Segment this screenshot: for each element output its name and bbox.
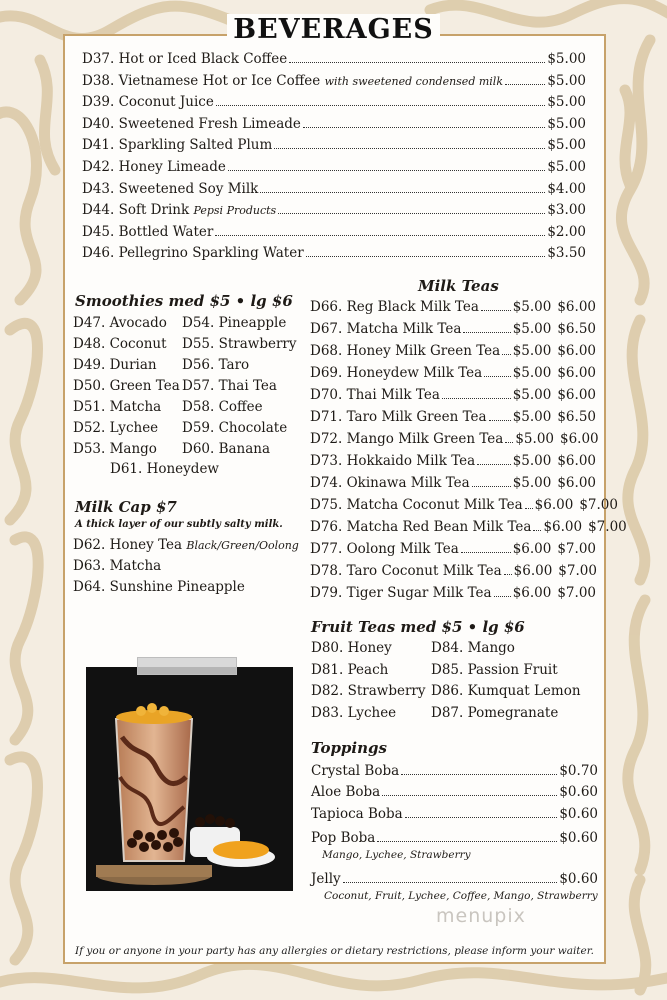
watermark: menupix xyxy=(436,905,526,927)
milk-cap-item xyxy=(73,558,161,574)
milk-tea-lg-price: $6.00 xyxy=(557,343,596,359)
milk-tea-row xyxy=(310,299,596,315)
milk-tea-row xyxy=(310,585,596,601)
milk-tea-name: D70. Thai Milk Tea xyxy=(310,387,440,403)
milk-teas-heading: Milk Teas xyxy=(418,277,499,295)
smoothie-item: D60. Banana xyxy=(182,441,271,457)
milk-tea-name: D78. Taro Coconut Milk Tea xyxy=(310,563,502,579)
milk-cap-item xyxy=(73,537,299,553)
beverage-label: Sparkling Salted Plum xyxy=(118,137,273,154)
title-wrap xyxy=(0,14,667,45)
milk-tea-row xyxy=(310,453,596,469)
milk-tea-med-price: $6.00 xyxy=(512,541,552,557)
leader-dots xyxy=(484,376,510,377)
beverage-label: Sweetened Fresh Limeade xyxy=(118,115,301,132)
leader-dots xyxy=(525,508,533,509)
fruit-tea-item: D87. Pomegranate xyxy=(431,704,559,721)
leader-dots xyxy=(278,213,545,214)
leader-dots xyxy=(306,256,546,257)
milk-tea-lg-price: $6.00 xyxy=(557,365,596,381)
leader-dots xyxy=(216,105,546,106)
beverage-row xyxy=(82,202,586,218)
leader-dots xyxy=(481,310,511,311)
milk-tea-med-price: $5.00 xyxy=(512,365,552,381)
beverage-price: $5.00 xyxy=(547,137,586,154)
topping-row xyxy=(311,806,598,822)
toppings-heading: Toppings xyxy=(311,739,387,757)
milk-tea-lg-price: $6.00 xyxy=(557,299,596,315)
beverage-row xyxy=(82,181,586,197)
beverage-code: D40. xyxy=(82,115,115,132)
leader-dots xyxy=(303,127,545,128)
milk-tea-med-price: $5.00 xyxy=(512,475,552,491)
milk-tea-name: D67. Matcha Milk Tea xyxy=(310,321,462,337)
beverage-row xyxy=(82,137,586,153)
milk-tea-med-price: $5.00 xyxy=(512,409,552,425)
leader-dots xyxy=(533,530,541,531)
smoothie-item: D57. Thai Tea xyxy=(182,378,277,394)
milk-tea-med-price: $5.00 xyxy=(512,453,552,469)
beverage-price: $5.00 xyxy=(547,115,586,132)
topping-row xyxy=(311,871,598,887)
smoothie-item: D49. Durian xyxy=(73,357,157,373)
smoothie-item-honeydew: D61. Honeydew xyxy=(110,461,219,477)
topping-price: $0.60 xyxy=(559,784,598,800)
beverage-price: $2.00 xyxy=(547,223,586,240)
page-title: BEVERAGES xyxy=(227,14,439,45)
beverage-name xyxy=(82,202,276,218)
leader-dots xyxy=(405,817,558,818)
allergy-footer: If you or anyone in your party has any allergies or dietary restrictions, please inform your waiter. xyxy=(75,945,594,957)
topping-name: Crystal Boba xyxy=(311,763,400,779)
milk-tea-name: D73. Hokkaido Milk Tea xyxy=(310,453,476,469)
beverage-price: $5.00 xyxy=(547,94,586,111)
beverage-name xyxy=(82,181,258,197)
beverage-code: D45. xyxy=(82,223,115,240)
milk-tea-med-price: $5.00 xyxy=(512,343,552,359)
leader-dots xyxy=(289,62,545,63)
fruit-tea-item: D82. Strawberry xyxy=(311,683,426,699)
leader-dots xyxy=(343,882,558,883)
topping-name: Aloe Boba xyxy=(311,784,381,800)
smoothie-item: D48. Coconut xyxy=(73,336,167,352)
beverage-code: D39. xyxy=(82,94,115,111)
milk-cap-item-name: D63. Matcha xyxy=(73,558,162,574)
milk-tea-name: D69. Honeydew Milk Tea xyxy=(310,365,483,381)
beverage-label: Hot or Iced Black Coffee xyxy=(118,51,288,67)
topping-name: Pop Boba xyxy=(311,830,376,846)
topping-row xyxy=(311,784,598,800)
beverage-name xyxy=(82,94,214,110)
milk-tea-row xyxy=(310,365,596,381)
milk-tea-row xyxy=(310,519,627,535)
smoothie-item: D56. Taro xyxy=(182,357,250,373)
milk-tea-lg-price: $6.00 xyxy=(557,475,596,491)
fruit-teas-heading: Fruit Teas med $5 • lg $6 xyxy=(311,618,525,636)
beverage-label: Coconut Juice xyxy=(118,94,214,111)
smoothies-heading: Smoothies med $5 • lg $6 xyxy=(75,292,293,310)
beverage-code: D42. xyxy=(82,159,115,175)
milk-tea-name: D79. Tiger Sugar Milk Tea xyxy=(310,585,492,601)
leader-dots xyxy=(377,841,557,842)
smoothie-item: D54. Pineapple xyxy=(182,315,287,331)
fruit-tea-item: D80. Honey xyxy=(311,640,392,656)
fruit-tea-item: D86. Kumquat Lemon xyxy=(431,683,581,699)
topping-note: Coconut, Fruit, Lychee, Coffee, Mango, Strawberry xyxy=(324,890,598,902)
beverage-row xyxy=(82,94,586,110)
leader-dots xyxy=(401,774,557,775)
beverage-name xyxy=(82,73,503,89)
beverage-row xyxy=(82,51,586,67)
smoothie-item: D59. Chocolate xyxy=(182,420,288,436)
smoothie-item: D58. Coffee xyxy=(182,399,263,415)
topping-name: Tapioca Boba xyxy=(311,806,403,822)
topping-price: $0.60 xyxy=(559,871,598,887)
milk-tea-row xyxy=(310,343,596,359)
milk-tea-name: D66. Reg Black Milk Tea xyxy=(310,299,479,315)
milk-tea-row xyxy=(310,541,596,557)
leader-dots xyxy=(494,596,511,597)
leader-dots xyxy=(504,574,512,575)
milk-cap-item-note: Black/Green/Oolong xyxy=(186,539,299,552)
milk-tea-name: D75. Matcha Coconut Milk Tea xyxy=(310,497,523,513)
milk-tea-row xyxy=(310,497,618,513)
leader-dots xyxy=(502,354,510,355)
beverage-code: D44. xyxy=(82,202,115,219)
beverage-name xyxy=(82,159,226,175)
beverage-price: $5.00 xyxy=(547,159,586,175)
milk-tea-row xyxy=(310,475,596,491)
milk-tea-name: D72. Mango Milk Green Tea xyxy=(310,431,504,447)
topping-price: $0.70 xyxy=(559,763,598,779)
milk-tea-med-price: $5.00 xyxy=(512,321,552,337)
smoothie-item: D51. Matcha xyxy=(73,399,162,415)
milk-tea-med-price: $6.00 xyxy=(543,519,583,535)
leader-dots xyxy=(505,84,545,85)
beverage-price: $3.50 xyxy=(547,245,586,262)
beverage-code: D38. xyxy=(82,72,115,89)
leader-dots xyxy=(382,795,557,796)
smoothie-item: D52. Lychee xyxy=(73,420,159,436)
beverage-label: Honey Limeade xyxy=(118,159,226,175)
milk-tea-name: D68. Honey Milk Green Tea xyxy=(310,343,501,359)
beverage-label: Soft Drink xyxy=(118,202,190,219)
smoothie-item: D53. Mango xyxy=(73,441,157,457)
beverage-label: Sweetened Soy Milk xyxy=(118,180,259,197)
topping-row xyxy=(311,763,598,779)
leader-dots xyxy=(274,148,545,149)
beverage-code: D46. xyxy=(82,245,115,262)
beverage-price: $5.00 xyxy=(547,51,586,67)
topping-row xyxy=(311,830,598,846)
milk-cap-heading: Milk Cap $7 xyxy=(75,498,177,516)
beverage-label: Bottled Water xyxy=(118,223,214,240)
beverage-name xyxy=(82,224,213,240)
milk-tea-med-price: $5.00 xyxy=(512,387,552,403)
topping-note: Mango, Lychee, Strawberry xyxy=(322,849,471,861)
leader-dots xyxy=(260,192,545,193)
beverage-row xyxy=(82,159,586,175)
beverage-name xyxy=(82,51,287,67)
smoothie-item: D55. Strawberry xyxy=(182,336,297,352)
beverage-name xyxy=(82,116,301,132)
beverage-name xyxy=(82,245,304,261)
milk-tea-med-price: $5.00 xyxy=(515,431,554,447)
beverage-row xyxy=(82,245,586,261)
milk-tea-photo xyxy=(86,667,293,891)
leader-dots xyxy=(505,442,513,443)
milk-tea-lg-price: $6.00 xyxy=(560,431,599,447)
milk-tea-name: D74. Okinawa Milk Tea xyxy=(310,475,470,491)
smoothie-item: D50. Green Tea xyxy=(73,378,180,394)
milk-tea-med-price: $5.00 xyxy=(512,299,552,315)
milk-tea-med-price: $6.00 xyxy=(513,563,553,579)
beverage-label: Vietnamese Hot or Ice Coffee xyxy=(118,72,321,89)
smoothie-item: D47. Avocado xyxy=(73,315,167,331)
milk-tea-row xyxy=(310,431,599,447)
milk-tea-row xyxy=(310,321,596,337)
leader-dots xyxy=(463,332,510,333)
leader-dots xyxy=(442,398,511,399)
milk-cap-item-name: D62. Honey Tea xyxy=(73,537,183,553)
topping-price: $0.60 xyxy=(559,806,598,822)
milk-tea-lg-price: $7.00 xyxy=(558,563,597,579)
beverage-row xyxy=(82,224,586,240)
beverage-code: D37. xyxy=(82,51,115,67)
leader-dots xyxy=(461,552,511,553)
milk-tea-lg-price: $6.50 xyxy=(557,409,596,425)
beverage-row xyxy=(82,73,586,89)
beverage-label: Pellegrino Sparkling Water xyxy=(118,245,304,262)
fruit-tea-item: D83. Lychee xyxy=(311,704,397,721)
milk-tea-row xyxy=(310,409,596,425)
milk-tea-name: D76. Matcha Red Bean Milk Tea xyxy=(310,519,532,535)
leader-dots xyxy=(477,464,510,465)
milk-tea-row xyxy=(310,563,596,579)
fruit-tea-item: D81. Peach xyxy=(311,661,389,678)
topping-name: Jelly xyxy=(311,871,341,887)
milk-tea-lg-price: $6.00 xyxy=(557,387,596,403)
leader-dots xyxy=(472,486,511,487)
beverage-price: $5.00 xyxy=(547,72,586,89)
beverage-note: Pepsi Products xyxy=(193,204,277,218)
milk-tea-lg-price: $7.00 xyxy=(557,541,596,557)
milk-tea-med-price: $6.00 xyxy=(512,585,552,601)
beverage-code: D43. xyxy=(82,180,115,197)
bubble-tea-illustration xyxy=(86,667,293,891)
fruit-tea-item: D85. Passion Fruit xyxy=(431,661,558,678)
milk-tea-name: D77. Oolong Milk Tea xyxy=(310,541,459,557)
milk-tea-lg-price: $6.50 xyxy=(557,321,596,337)
leader-dots xyxy=(489,420,511,421)
beverage-price: $4.00 xyxy=(547,180,586,197)
milk-tea-row xyxy=(310,387,596,403)
milk-tea-lg-price: $7.00 xyxy=(588,519,627,535)
milk-cap-description: A thick layer of our subtly salty milk. xyxy=(75,519,283,530)
fruit-tea-item: D84. Mango xyxy=(431,640,515,656)
beverage-price: $3.00 xyxy=(547,202,586,219)
milk-tea-lg-price: $6.00 xyxy=(557,453,596,469)
milk-tea-name: D71. Taro Milk Green Tea xyxy=(310,409,487,425)
beverage-name xyxy=(82,137,272,153)
beverage-code: D41. xyxy=(82,137,115,154)
milk-tea-lg-price: $7.00 xyxy=(579,497,618,513)
beverage-row xyxy=(82,116,586,132)
leader-dots xyxy=(228,170,545,171)
milk-tea-med-price: $6.00 xyxy=(534,497,574,513)
leader-dots xyxy=(215,235,545,236)
photo-tape xyxy=(137,657,237,675)
milk-cap-item xyxy=(73,579,245,595)
topping-price: $0.60 xyxy=(559,830,598,846)
milk-cap-item-name: D64. Sunshine Pineapple xyxy=(73,579,245,595)
beverage-note: with sweetened condensed milk xyxy=(324,74,503,88)
milk-tea-lg-price: $7.00 xyxy=(557,585,596,601)
